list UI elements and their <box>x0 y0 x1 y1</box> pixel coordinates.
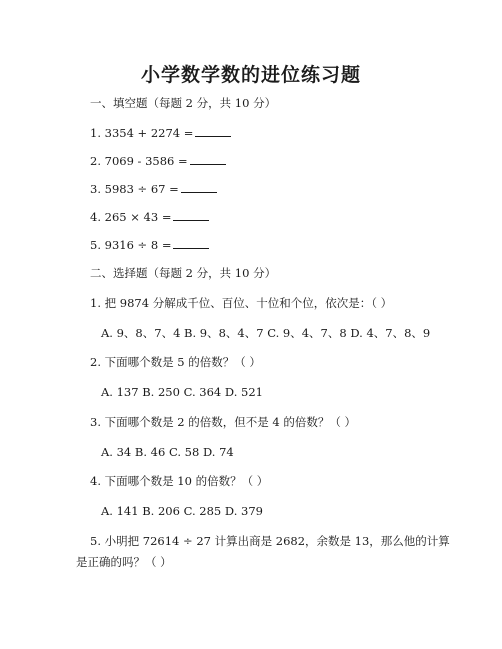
question-text: 1. 把 9874 分解成千位、百位、十位和个位，依次是：（ ） <box>90 296 393 310</box>
answer-blank <box>195 126 231 137</box>
fill-blank-item <box>90 182 217 196</box>
fill-blank-text: 4. 265 × 43 = <box>90 210 172 224</box>
fill-blank-item <box>90 238 209 252</box>
question-text: 3. 下面哪个数是 2 的倍数，但不是 4 的倍数？（ ） <box>90 415 357 429</box>
fill-blank-text: 5. 9316 ÷ 8 = <box>90 238 172 252</box>
question-text: 2. 下面哪个数是 5 的倍数？（ ） <box>90 355 261 369</box>
fill-blank-item <box>90 210 209 224</box>
question-options: A. 141 B. 206 C. 285 D. 379 <box>101 504 263 518</box>
fill-blank-text: 3. 5983 ÷ 67 = <box>90 182 179 196</box>
fill-blank-item <box>90 154 226 168</box>
answer-blank <box>181 182 217 193</box>
section-heading-fill-blank: 一、填空题（每题 2 分，共 10 分） <box>90 96 277 110</box>
fill-blank-text: 1. 3354 + 2274 = <box>90 126 194 140</box>
answer-blank <box>190 154 226 165</box>
fill-blank-text: 2. 7069 - 3586 = <box>90 154 188 168</box>
question-options: A. 34 B. 46 C. 58 D. 74 <box>101 445 234 459</box>
question-options: A. 9、8、7、4 B. 9、8、4、7 C. 9、4、7、8 D. 4、7、8、9 <box>101 326 431 340</box>
section-heading-multiple-choice: 二、选择题（每题 2 分，共 10 分） <box>90 266 277 280</box>
answer-blank <box>173 210 209 221</box>
question-text: 4. 下面哪个数是 10 的倍数？（ ） <box>90 474 269 488</box>
question-text-continued: 是正确的吗？（ ） <box>76 555 172 569</box>
question-options: A. 137 B. 250 C. 364 D. 521 <box>101 385 263 399</box>
answer-blank <box>173 238 209 249</box>
document-title: 小学数学数的进位练习题 <box>140 64 361 86</box>
fill-blank-item <box>90 126 231 140</box>
question-text: 5. 小明把 72614 ÷ 27 计算出商是 2682，余数是 13，那么他的计算 <box>90 534 450 548</box>
